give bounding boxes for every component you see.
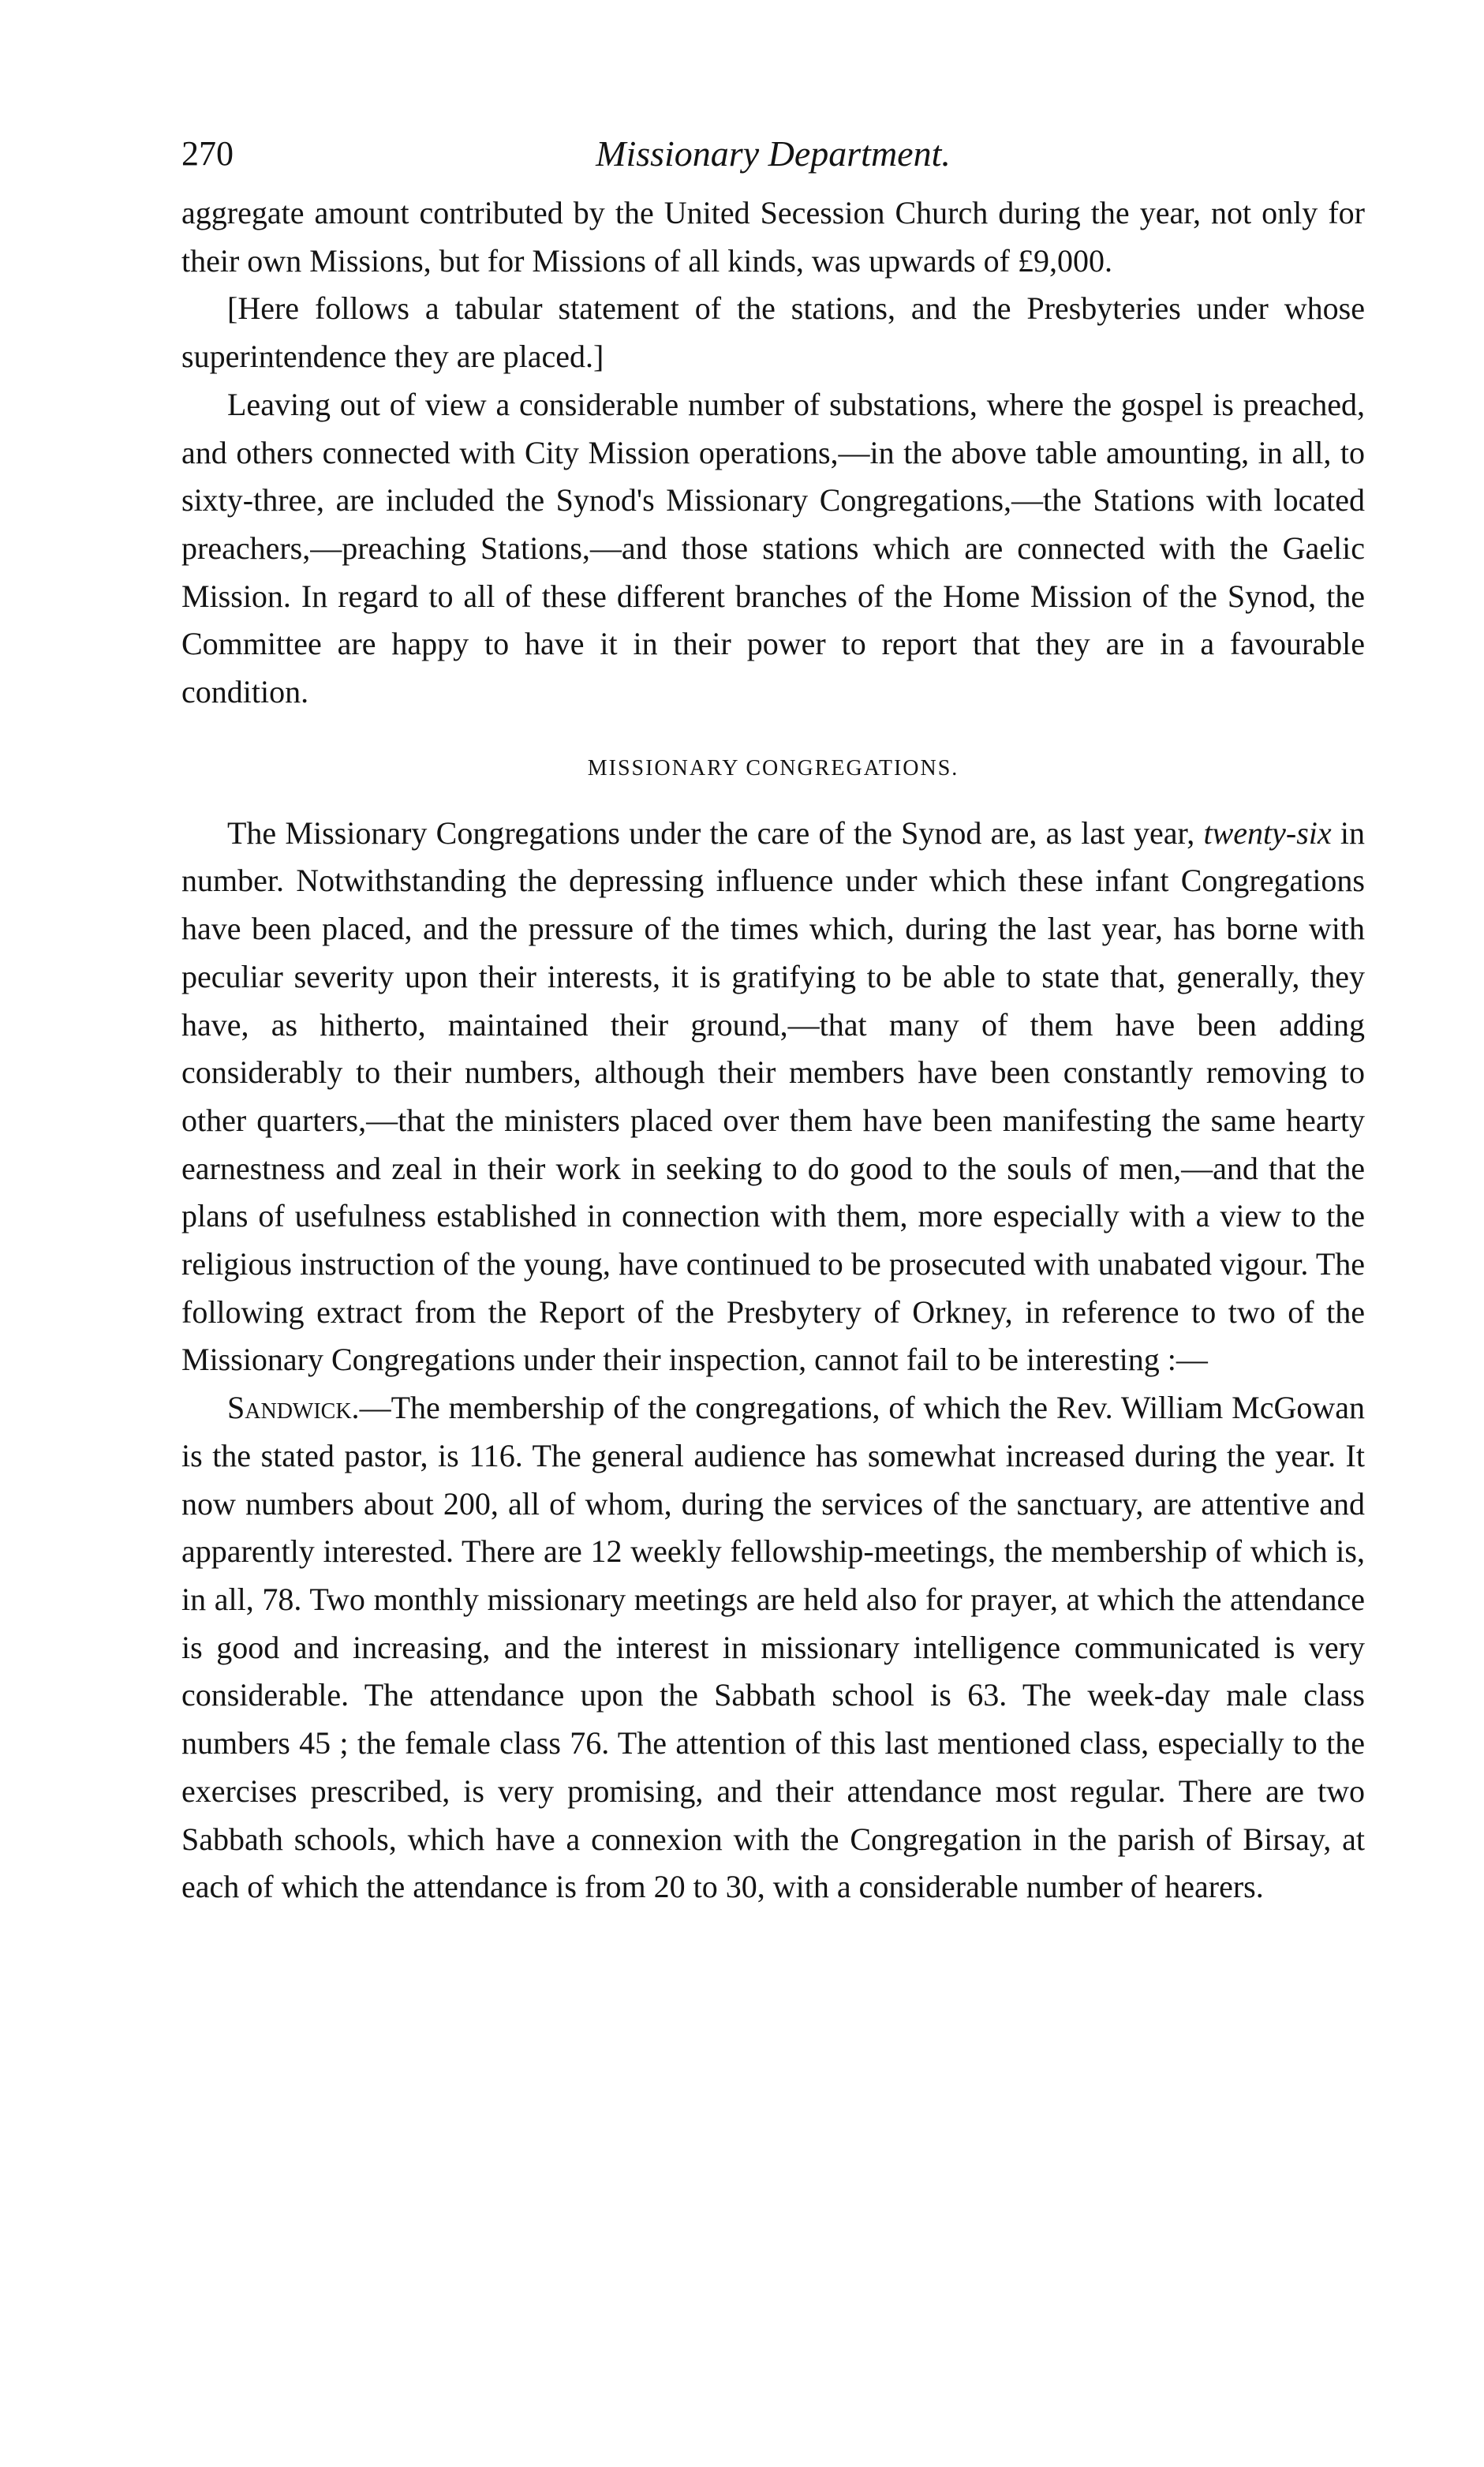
- p4-italic-number: twenty-six: [1203, 814, 1332, 851]
- page-header: [181, 118, 1365, 189]
- p4-text-before: The Missionary Congregations under the care of the Synod are, as last year,: [227, 814, 1204, 851]
- paragraph-home-mission: Leaving out of view a considerable number of substations, where the gospel is preached, and others connected with City Mission operations,—in the above table amounting, in all, to sixty-three, are included the Synod's Missionary Congregations,—the Stations with located preachers,—preaching Stations,—and those stations which are connected with the Gaelic Mission. In regard to all of these different branches of the Home Mission of the Synod, the Committee are happy to have it in their power to report that they are in a favourable condition.: [181, 386, 1365, 710]
- sandwick-text: —The membership of the congregations, of which the Rev. William McGowan is the stated pastor, is 116. The general audience has somewhat increased during the year. It now numbers about 200, all of whom, during the services of the sanctuary, are attentive and apparently interested. There are 12 weekly fellowship-meetings, the membership of which is, in all, 78. Two monthly missionary meetings are held also for prayer, at which the attendance is good and increasing, and the interest in missionary intelligence communicated is very considerable. The attendance upon the Sabbath school is 63. The week-day male class numbers 45 ; the female class 76. The attention of this last mentioned class, especially to the exercises prescribed, is very promising, and their attendance most regular. There are two Sabbath schools, which have a connexion with the Congregation in the parish of Birsay, at each of which the attendance is from 20 to 30, with a considerable number of hearers.: [181, 1390, 1365, 1905]
- page-number: 270: [181, 134, 234, 173]
- paragraph-sandwick: [181, 1384, 1365, 1911]
- p4-text-after: in number. Notwithstanding the depressing influence under which these infant Congregations have been placed, and the pressure of the times which, during the last year, has borne with peculiar severity upon their interests, it is gratifying to be able to state that, generally, they have, as hitherto, maintained their ground,—that many of them have been adding considerably to their numbers, although their members have been constantly removing to other quarters,—that the ministers placed over them have been manifesting the same hearty earnestness and zeal in their work in seeking to do good to the souls of men,—and that the plans of usefulness established in connection with them, more especially with a view to the religious instruction of the young, have continued to be prosecuted with unabated vigour. The following extract from the Report of the Presbytery of Orkney, in reference to two of the Missionary Congregations under their inspection, cannot fail to be interesting :—: [181, 814, 1365, 1378]
- paragraph-missionary-congregations: [181, 810, 1365, 1384]
- running-head: Missionary Department.: [596, 133, 951, 174]
- section-heading: MISSIONARY CONGREGATIONS.: [587, 755, 959, 781]
- book-page: [181, 118, 1365, 1911]
- sandwick-lead: Sandwick.: [227, 1390, 360, 1426]
- paragraph-continuation: aggregate amount contributed by the United Secession Church during the year, not only for their own Missions, but for Missions of all kinds, was upwards of £9,000.: [181, 195, 1365, 279]
- paragraph-table-note: [Here follows a tabular statement of the stations, and the Presbyteries under whose superintendence they are placed.]: [181, 290, 1365, 375]
